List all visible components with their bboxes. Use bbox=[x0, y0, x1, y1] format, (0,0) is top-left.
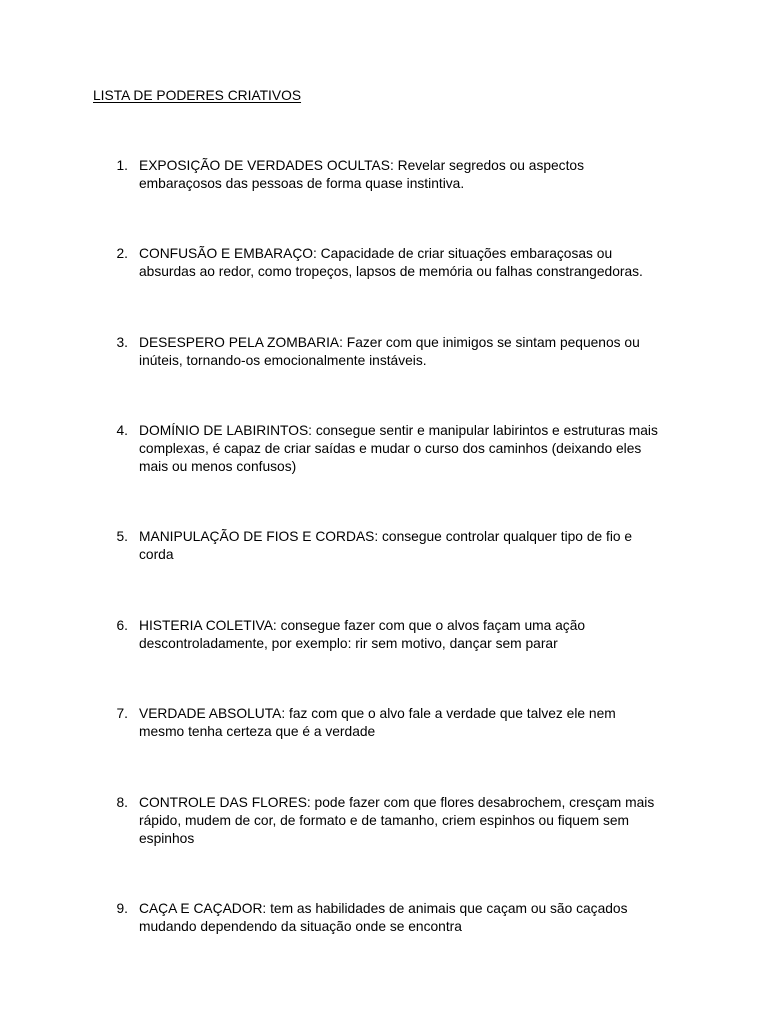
list-item-line: CONTROLE DAS FLORES: pode fazer com que flores desabrochem, cresçam mais bbox=[139, 795, 655, 810]
list-item-number: 6. bbox=[116, 618, 128, 633]
list-item-line: rápido, mudem de cor, de formato e de tamanho, criem espinhos ou fiquem sem bbox=[139, 813, 630, 828]
document-title: LISTA DE PODERES CRIATIVOS bbox=[93, 88, 302, 103]
list-item-line: descontroladamente, por exemplo: rir sem motivo, dançar sem parar bbox=[139, 636, 558, 651]
list-item-number: 9. bbox=[116, 901, 128, 916]
list-item-number: 8. bbox=[116, 795, 128, 810]
list-item-text bbox=[139, 157, 679, 193]
list-item-number: 4. bbox=[116, 423, 128, 438]
list-item-line: MANIPULAÇÃO DE FIOS E CORDAS: consegue controlar qualquer tipo de fio e bbox=[139, 529, 633, 544]
list-item-text bbox=[139, 900, 679, 936]
list-item-line: HISTERIA COLETIVA: consegue fazer com que o alvos façam uma ação bbox=[139, 618, 586, 633]
list-item-text bbox=[139, 334, 679, 370]
list-item-text bbox=[139, 794, 679, 848]
list-item-number: 7. bbox=[116, 706, 128, 721]
list-item-line: espinhos bbox=[139, 831, 195, 846]
list-item-number: 3. bbox=[116, 335, 128, 350]
list-item-text bbox=[139, 245, 679, 281]
list-item-line: mudando dependendo da situação onde se encontra bbox=[139, 919, 462, 934]
list-item-line: complexas, é capaz de criar saídas e mudar o curso dos caminhos (deixando eles bbox=[139, 441, 642, 456]
list-item-number: 5. bbox=[116, 529, 128, 544]
list-item-line: CAÇA E CAÇADOR: tem as habilidades de animais que caçam ou são caçados bbox=[139, 901, 628, 916]
list-item-text bbox=[139, 422, 679, 476]
list-item-line: absurdas ao redor, como tropeços, lapsos de memória ou falhas constrangedoras. bbox=[139, 264, 643, 279]
list-item-line: mais ou menos confusos) bbox=[139, 459, 297, 474]
list-item-number: 2. bbox=[116, 246, 128, 261]
list-item-text bbox=[139, 705, 679, 741]
list-item-line: DOMÍNIO DE LABIRINTOS: consegue sentir e manipular labirintos e estruturas mais bbox=[139, 423, 658, 438]
list-item-line: VERDADE ABSOLUTA: faz com que o alvo fale a verdade que talvez ele nem bbox=[139, 706, 616, 721]
list-item-line: mesmo tenha certeza que é a verdade bbox=[139, 724, 376, 739]
list-item-line: CONFUSÃO E EMBARAÇO: Capacidade de criar situações embaraçosas ou bbox=[139, 246, 613, 261]
list-item-line: inúteis, tornando-os emocionalmente instáveis. bbox=[139, 353, 427, 368]
list-item-text bbox=[139, 617, 679, 653]
list-item-text bbox=[139, 528, 679, 564]
list-item-line: corda bbox=[139, 547, 174, 562]
list-item-line: EXPOSIÇÃO DE VERDADES OCULTAS: Revelar segredos ou aspectos bbox=[139, 158, 584, 173]
list-item-number: 1. bbox=[116, 158, 128, 173]
list-item-line: embaraçosos das pessoas de forma quase instintiva. bbox=[139, 176, 465, 191]
list-item-line: DESESPERO PELA ZOMBARIA: Fazer com que inimigos se sintam pequenos ou bbox=[139, 335, 640, 350]
